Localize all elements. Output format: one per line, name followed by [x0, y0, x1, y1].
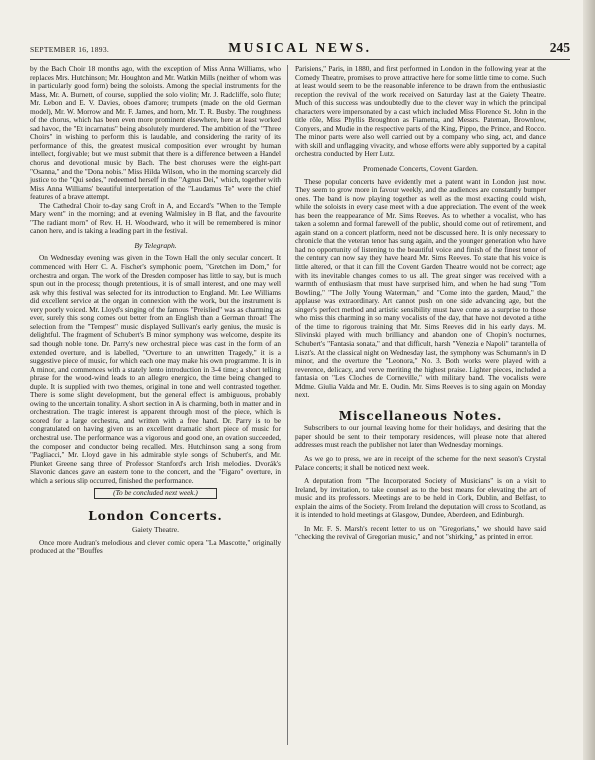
secular-concert-paragraph: On Wednesday evening was given in the Town Hall the only secular concert. It commenced with Herr C. A. Fischer's symphonic poem, "Gretchen im Dom," for orchestra and organ. The work of the Dresden composer has little to say, but is much spun out in the process; though pretentious, it is of small interest, and one may well ask why this festival was selected for its introduction to England. Mr. Lee Williams did excellent service at the organ in connexion with the work, but the instrument is very poorly voiced. Mr. Lloyd's singing of the famous "Preislied" was as charming as ever, surely this song comes out better from an English than a German throat! The selection from the "Tempest" music displayed Sullivan's early genius, the music is delightful. The fragment of Schubert's B minor symphony was welcome, despite its sad though noble tone. Dr. Parry's new orchestral piece was cast in the form of an extended overture, and is labelled, "Overture to an unwritten Tragedy," it is a suggestive piece of music, for which each one may make his own programme. It is in A minor, and commences with a stately lento introduction in 3-4 time; a short telling phrase for the wood-wind leads to an allegro energico, the time being changed to duple. It is supplied with two themes, original in tone and well contrasted together. There is some slight development, but the general effect is ambiguous, probably owing to the uncertain tonality. A short section in A is charming, both in matter and in orchestration. The tragic interest is apparent through most of the piece, which is scored for a large orchestra, and written with a free hand. Dr. Parry is to be congratulated on having given us an excellent dramatic short piece of music for orchestral use. The performance was a vigorous and good one, an ovation succeeded, the composer and conductor being recalled. Mrs. Hutchinson sang a song from "Pagliacci," Mr. Lloyd gave in his admirable style songs of Schubert's, and Mr. Plunket Greene sang three of Professor Stanford's arch Irish melodies. Dvorák's Slavonic dances gave an eastern tone to the concert, and the "Figaro" overture, in which a serious slip occurred, finished the performance.	[30, 253, 281, 485]
header-rule	[30, 59, 570, 60]
mascotte-paragraph: Once more Audran's melodious and clever comic opera "La Mascotte," originally produced at the "Bouffes	[30, 537, 281, 556]
to-be-concluded-text: (To be concluded next week.)	[94, 488, 217, 499]
subscribers-notice: Subscribers to our journal leaving home for their holidays, and desiring that the paper should be sent to their temporary residences, will please note that altered addresses must reach the publisher not later than Wednesday mornings.	[295, 423, 546, 450]
by-telegraph-heading: By Telegraph.	[134, 240, 177, 250]
deputation-notice: A deputation from "The Incorporated Society of Musicians" is on a visit to Ireland, by invitation, to take counsel as to the best means for elevating the art of music and its professors. Meetings are to be held in Cork, Dublin, and Belfast, to explain the aims of the Society. From Ireland the deputation will cross to Scotland, as it is intended to hold meetings at Glasgow, Dundee, Aberdeen, and Edinburgh.	[295, 476, 546, 520]
promenade-concerts-heading: Promenade Concerts, Covent Garden.	[363, 164, 478, 174]
masthead: MUSICAL NEWS.	[228, 40, 372, 55]
page-header	[30, 40, 570, 56]
promenade-concerts-paragraph: These popular concerts have evidently met a patent want in London just now. They seem to grow more in favour weekly, and the audiences are constantly bumper ones. The band is now playing together as well as the most exacting could wish, while the soloists in every case meet with a due appreciation. The event of the week has been the reappearance of Mr. Sims Reeves. As to whether a vocalist, who has taken a solemn and formal farewell of the public, should come out of retirement, and again stand on a concert platform, need not be discussed here. It is only necessary to chronicle that the veteran tenor has sung again, and the younger generation who have had no opportunity of listening to the beautiful voice and finish of the finest tenor of the century can now say they have heard Mr. Sims Reeves. To state that his voice is little altered, or that it can fill the Covent Garden Theatre would not be correct; age with its inevitable changes comes to us all. The great singer was received with a warmth of enthusiasm that must have surprised him, and when he had sung "Tom Bowling," "The Jolly Young Waterman," and "Come into the garden, Maud," the applause was extraordinary. Art cannot push on one side advancing age, but the singer's perfect method and artistic sensibility must have come as a surprise to those who miss this charming in so many vocalists of the day, that have not devoted a tithe of the time to rigorous training that Mr. Sims Reeves did in his early days. M. Slivinski played with much brilliancy and abandon one of Chopin's nocturnes, Schubert's "Fantasia sonata," and that difficult, harsh "Venezia e Napoli" tarantella of Liszt's. At the classical night on Wednesday last, the symphony was Schumann's in D minor, and the overture the "Leonora," No. 3. Both works were played with a reverence, delicacy, and verve meriting the highest praise. Lighter pieces, included a fantasia on "Les Cloches de Corneville," with military band. The vocalists were Mdme. Giulia Valda and Mr. E. Oudin. Mr. Sims Reeves is to sing again on Monday next.	[295, 176, 546, 400]
to-be-concluded-box	[30, 488, 281, 499]
bach-mass-paragraph: by the Bach Choir 18 months ago, with the exception of Miss Anna Williams, who replaces Mrs. Hutchinson; Mr. Houghton and Mr. Watkin Mills (neither of whom was in particularly good form) being the soloists. Among the special instruments for the Mass, Mr. A. Burnett, of course, supplied the solo violin; Mr. J. Radcliffe, solo flute; Mr. Lebon and E. V. Davies, oboes d'amore; trumpets (made on the old German model), Mr. W. Morrow and Mr. F. James, and horn, Mr. T. R. Busby. The roughness of the chorus, which has been even more prominent elsewhere, here at least worked sad havoc, the "Et incarnatus" being absolutely murdered. The ambition of the "Three Choirs" in wishing to perform this is laudable, and considering the rarity of its performance of this, the greatest musical composition ever wrought by human intellect, forgivable; but we must submit that there is a difference between a Handel chorus and devotional music by Bach. The best choruses were the eight-part "Osanna," and the "Dona nobis." Miss Hilda Wilson, who in the morning scarcely did justice to the "Qui sedes," redeemed herself in the "Agnus Dei," which, together with Miss Anna Williams' beautiful interpretation of the "Laudamus Te" were the chief features of a brave attempt.	[30, 64, 281, 202]
cathedral-choir-paragraph: The Cathedral Choir to-day sang Croft in A, and Eccard's "When to the Temple Mary went" in the morning; and at evening Walmisley in B flat, and the favourite "The radiant morn" of Rev. H. H. Woodward, who it will be remembered is minor canon here, and is taking a leading part in the festival.	[30, 200, 281, 236]
gaiety-theatre-heading: Gaiety Theatre.	[131, 525, 180, 535]
page-edge	[583, 0, 595, 760]
page-number: 245	[549, 40, 570, 55]
left-column	[30, 65, 281, 556]
issue-date: SEPTEMBER 16, 1893.	[30, 45, 110, 54]
right-column	[295, 65, 546, 542]
miscellaneous-notes-heading: Miscellaneous Notes.	[338, 408, 503, 423]
mascotte-continued-paragraph: Parisiens," Paris, in 1880, and first performed in London in the following year at the Comedy Theatre, promises to prove attractive here for some little time to come. Such at least would seem to be the reasonable inference to be drawn from the enthusiastic reception the revival of the work received on Saturday last at the Gaiety Theatre. Much of this success was undoubtedly due to the clever way in which the principal characters were impersonated by a cast which included Miss Florence St. John in the title rôle, Miss Phyllis Broughton as Fiametta, and Messrs. Pateman, Brownlow, Conyers, and Mudie in the respective parts of the King, Pippo, the Prince, and Rocco. The minor parts were also well carried out by a company who sing, act, and dance with skill and unflagging vivacity, and whose efforts were ably supported by a capital orchestra conducted by Herr Lutz.	[295, 64, 546, 159]
london-concerts-heading: London Concerts.	[88, 508, 223, 523]
gregorians-correction: In Mr. F. S. Marsh's recent letter to us on "Gregorians," we should have said "checking the revival of Gregorian music," and not "shirking," as printed in error.	[295, 523, 546, 542]
crystal-palace-notice: As we go to press, we are in receipt of the scheme for the next season's Crystal Palace concerts; it shall be noticed next week.	[295, 453, 546, 472]
column-divider	[287, 65, 288, 745]
